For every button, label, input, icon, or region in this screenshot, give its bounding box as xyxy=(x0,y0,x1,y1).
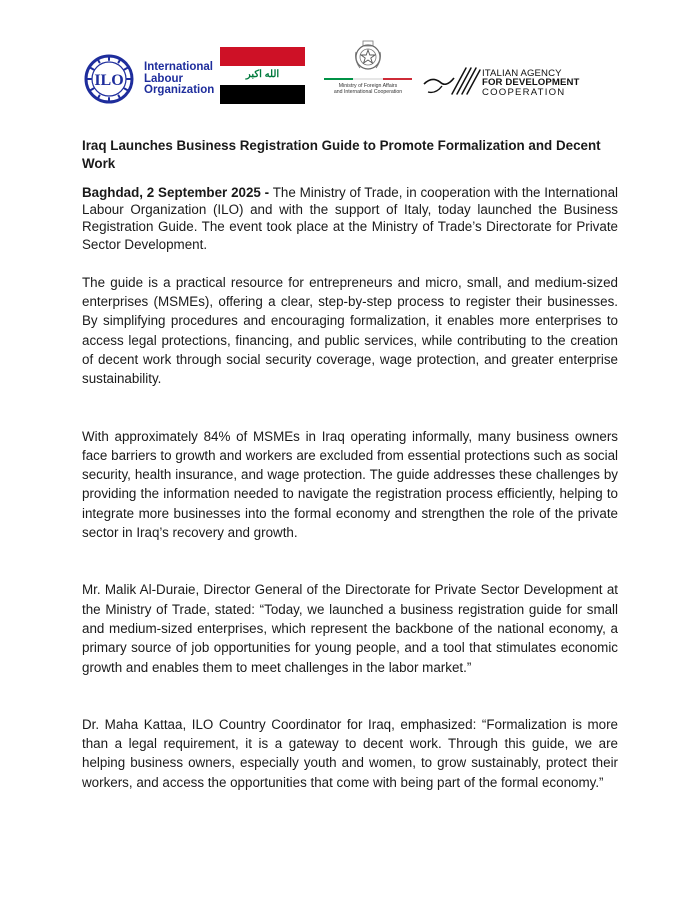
mfa-name-line: and International Cooperation xyxy=(333,89,403,96)
aics-name-line: FOR DEVELOPMENT xyxy=(482,77,580,89)
ilo-name-line: Organization xyxy=(144,84,215,96)
ilo-name-line: Labour xyxy=(144,72,183,85)
quote-paragraph: Mr. Malik Al-Duraie, Director General of the Directorate for Private Sector Development at the Ministry of Trade, stated: “Today, we launched a business registration guide for small and medium-sized enterprises, which represent the backbone of the national economy, a primary source of job opportunities for young people, and a tool that stimulates economic growth and enables them to meet challenges in the labor market.” xyxy=(82,582,618,675)
flag-black-band xyxy=(220,85,305,104)
flag-white-band xyxy=(220,66,305,85)
ilo-name-line: International xyxy=(144,61,214,73)
quote-paragraph: Dr. Maha Kattaa, ILO Country Coordinator for Iraq, emphasized: “Formalization is more than a legal requirement, it is a gateway to decent work. Through this guide, we are helping business owners, especially youth and women, to grow sustainably, protect their workers, and access the opportunities that come with being part of the formal economy.” xyxy=(82,716,618,790)
headline: Iraq Launches Business Registration Guide to Promote Formalization and Decent Work xyxy=(82,138,601,171)
ilo-monogram: ILO xyxy=(94,72,124,89)
ilo-name xyxy=(144,62,214,97)
press-release xyxy=(82,137,618,792)
body-paragraph: With approximately 84% of MSMEs in Iraq operating informally, many business owners face barriers to growth and workers are excluded from essential protections such as social security, health insurance, and wage protection. The guide addresses these challenges by providing the information needed to navigate the registration process efficiently, helping to integrate more businesses into the formal economy and strengthen the role of the private sector in Iraq’s recovery and growth. xyxy=(82,428,618,541)
body-paragraph: The guide is a practical resource for entrepreneurs and micro, small, and medium-sized enterprises (MSMEs), offering a clear, step-by-step process to register their businesses. By simplifying procedures and encouraging formalization, it enables more enterprises to access legal protections, financing, and public services, while contributing to the creation of decent work through social security coverage, wage protection, and greater enterprise sustainability. xyxy=(82,274,618,387)
dateline: Baghdad, 2 September 2025 - xyxy=(82,185,270,200)
iraq-flag xyxy=(220,47,305,104)
aics-name-line: COOPERATION xyxy=(482,86,566,98)
ilo-logo xyxy=(82,54,215,104)
mfa-name xyxy=(322,83,414,96)
partner-logos xyxy=(82,44,622,108)
aics-name-line: ITALIAN AGENCY xyxy=(482,68,562,79)
flag-takbir: الله اكبر xyxy=(245,69,280,80)
italian-republic-emblem-icon xyxy=(352,40,384,74)
lead-paragraph xyxy=(82,184,618,253)
italy-mfa-logo xyxy=(322,40,414,106)
flag-red-band xyxy=(220,47,305,66)
lead-text: The Ministry of Trade, in cooperation with the International Labour Organization (ILO) and with the support of Italy, today launched the Business Registration Guide. The event took place at the Ministry of Trade’s Directorate for Private Sector Development. xyxy=(82,185,618,252)
aics-logo xyxy=(422,64,622,100)
mfa-name-line: Ministry of Foreign Affairs xyxy=(338,83,398,89)
aics-dove-icon xyxy=(422,64,482,98)
ilo-emblem-icon xyxy=(82,54,136,104)
italian-tricolour-line xyxy=(324,78,412,80)
aics-name xyxy=(482,69,579,97)
